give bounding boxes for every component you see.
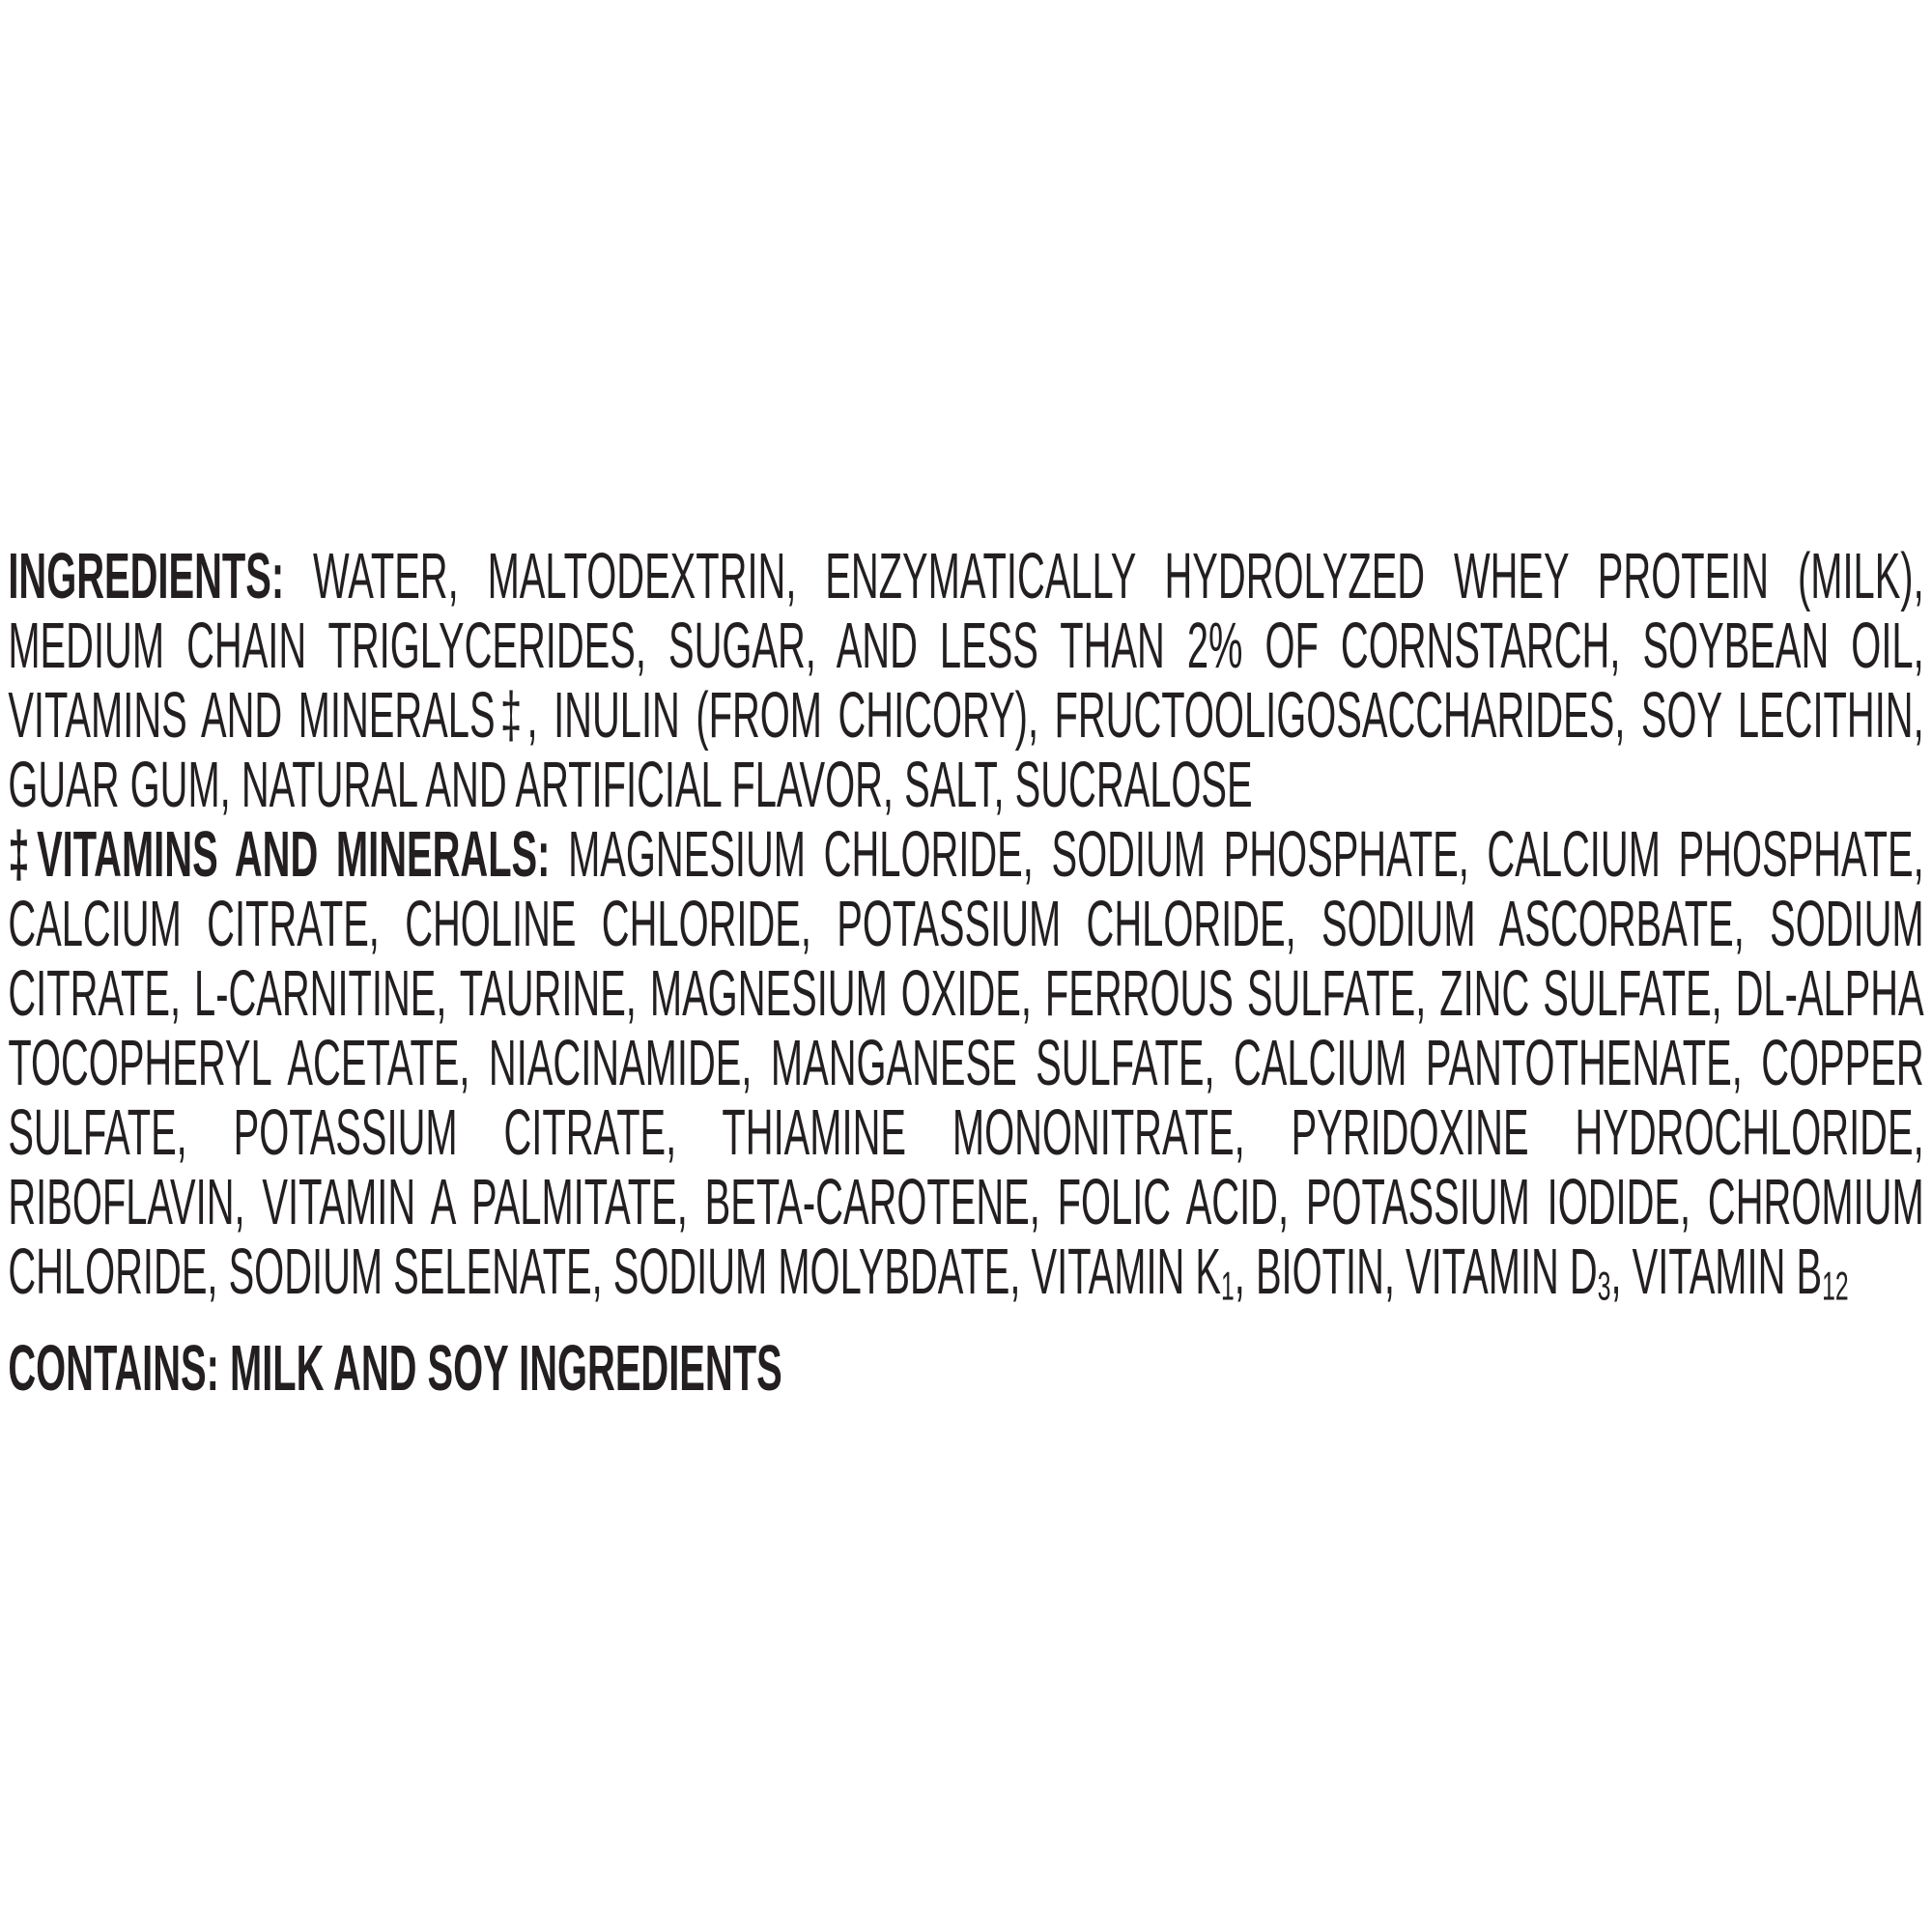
label-text: , VITAMIN B <box>1610 1236 1823 1308</box>
label-text: TOCOPHERYL ACETATE, NIACINAMIDE, MANGANESE SULFATE, CALCIUM PANTOTHENATE, COPPER <box>8 1027 1924 1099</box>
label-text: SULFATE, POTASSIUM CITRATE, THIAMINE MONONITRATE, PYRIDOXINE HYDROCHLORIDE, <box>8 1096 1924 1169</box>
label-text: RIBOFLAVIN, VITAMIN A PALMITATE, BETA-CAROTENE, FOLIC ACID, POTASSIUM IODIDE, CHROMIUM <box>8 1166 1924 1238</box>
label-heading-text: CONTAINS: MILK AND SOY INGREDIENTS <box>8 1331 782 1405</box>
ingredients-line-2 <box>8 611 1923 681</box>
vitamins-minerals-line-2 <box>8 890 1923 959</box>
label-text: , BIOTIN, VITAMIN D <box>1234 1236 1598 1308</box>
subscript-text: 1 <box>1221 1263 1235 1309</box>
label-text: CALCIUM CITRATE, CHOLINE CHLORIDE, POTASSIUM CHLORIDE, SODIUM ASCORBATE, SODIUM <box>8 888 1924 960</box>
label-text: MEDIUM CHAIN TRIGLYCERIDES, SUGAR, AND LESS THAN 2% OF CORNSTARCH, SOYBEAN OIL, <box>8 610 1924 682</box>
label-text: GUAR GUM, NATURAL AND ARTIFICIAL FLAVOR, SALT, SUCRALOSE <box>8 749 1253 821</box>
subscript-text: 3 <box>1597 1263 1611 1309</box>
ingredients-line-4 <box>8 751 1923 820</box>
label-text: CHLORIDE, SODIUM SELENATE, SODIUM MOLYBDATE, VITAMIN K <box>8 1236 1222 1308</box>
vitamins-minerals-line-6 <box>8 1168 1923 1237</box>
label-text: VITAMINS AND MINERALS‡, INULIN (FROM CHICORY), FRUCTOOLIGOSACCHARIDES, SOY LECITHIN, <box>8 679 1924 752</box>
ingredients-line-3 <box>8 681 1923 751</box>
label-heading-text: ‡VITAMINS AND MINERALS: <box>8 818 551 891</box>
vitamins-minerals-line-1 <box>8 820 1923 890</box>
label-text: MAGNESIUM CHLORIDE, SODIUM PHOSPHATE, CALCIUM PHOSPHATE, <box>550 818 1924 891</box>
vitamins-minerals-line-3 <box>8 959 1923 1029</box>
vitamins-minerals-line-4 <box>8 1029 1923 1098</box>
contains-statement <box>8 1331 1923 1405</box>
subscript-text: 12 <box>1822 1263 1849 1309</box>
label-heading-text: INGREDIENTS: <box>8 540 285 612</box>
ingredients-line-1 <box>8 542 1923 611</box>
label-text: CITRATE, L-CARNITINE, TAURINE, MAGNESIUM OXIDE, FERROUS SULFATE, ZINC SULFATE, DL-ALPHA <box>8 957 1924 1030</box>
vitamins-minerals-line-5 <box>8 1098 1923 1168</box>
label-text: WATER, MALTODEXTRIN, ENZYMATICALLY HYDROLYZED WHEY PROTEIN (MILK), <box>284 540 1924 612</box>
vitamins-minerals-line-7 <box>8 1237 1923 1321</box>
ingredients-label <box>0 542 1932 1404</box>
